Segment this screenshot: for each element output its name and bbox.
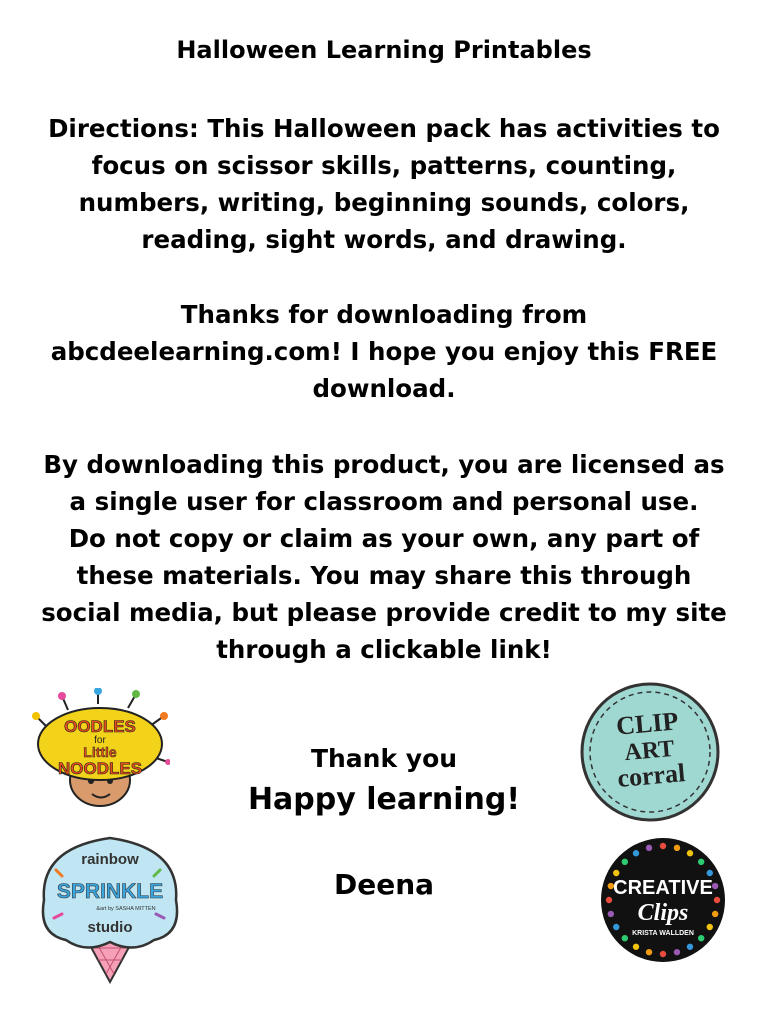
decorative-dot [707, 870, 713, 876]
license-line: these materials. You may share this through [76, 561, 692, 590]
decorative-dot [613, 924, 619, 930]
rainbow-sprinkle-studio-logo [34, 830, 186, 984]
happy-learning-text: Happy learning! [247, 782, 521, 817]
license-line: a single user for classroom and personal use. [69, 487, 699, 516]
decorative-dot [606, 897, 612, 903]
svg-text:&art by SASHA MITTEN: &art by SASHA MITTEN [96, 906, 156, 912]
decorative-dot [622, 859, 628, 865]
directions-line: reading, sight words, and drawing. [141, 225, 627, 254]
svg-text:studio: studio [87, 919, 133, 936]
directions-line: numbers, writing, beginning sounds, colors, [78, 188, 690, 217]
svg-text:SPRINKLE: SPRINKLE [56, 880, 164, 903]
thanks-line: Thanks for downloading from [180, 300, 588, 329]
svg-text:Little: Little [83, 744, 117, 760]
creative-clips-logo [595, 836, 731, 964]
license-line: social media, but please provide credit to my site [41, 598, 727, 627]
thanks-line: download. [312, 374, 456, 403]
license-line: through a clickable link! [216, 635, 552, 664]
decorative-dot [660, 951, 666, 957]
decorative-dot [707, 924, 713, 930]
svg-text:OODLES: OODLES [64, 717, 136, 736]
license-line: Do not copy or claim as your own, any part of [68, 524, 700, 553]
decorative-dot [633, 850, 639, 856]
decorative-dot [660, 843, 666, 849]
svg-text:ART: ART [623, 735, 676, 767]
thank-you-text: Thank you [310, 744, 458, 773]
directions-line: focus on scissor skills, patterns, counting, [91, 151, 677, 180]
decorative-dot [633, 944, 639, 950]
decorative-dot [608, 911, 614, 917]
decorative-dot [646, 949, 652, 955]
decorative-dot [698, 859, 704, 865]
decorative-dot [712, 911, 718, 917]
svg-text:NOODLES: NOODLES [57, 759, 143, 778]
clip-art-corral-logo [578, 682, 722, 822]
decorative-dot [646, 845, 652, 851]
decorative-dot [687, 850, 693, 856]
decorative-dot [674, 845, 680, 851]
directions-paragraph [0, 110, 768, 258]
decorative-dot [687, 944, 693, 950]
license-line: By downloading this product, you are licensed as [43, 450, 725, 479]
svg-text:for: for [94, 735, 106, 746]
decorative-dot [714, 897, 720, 903]
svg-text:CREATIVE: CREATIVE [613, 877, 713, 899]
decorative-dot [674, 949, 680, 955]
license-paragraph [0, 446, 768, 668]
svg-text:Clips: Clips [637, 900, 689, 926]
directions-line: Directions: This Halloween pack has activities to [48, 114, 720, 143]
decorative-dot [622, 935, 628, 941]
svg-text:corral: corral [616, 758, 687, 793]
svg-text:rainbow: rainbow [81, 851, 139, 868]
decorative-dot [698, 935, 704, 941]
decorative-dot [613, 870, 619, 876]
svg-text:KRISTA WALLDEN: KRISTA WALLDEN [632, 930, 694, 937]
svg-text:CLIP: CLIP [615, 706, 680, 741]
thanks-line: abcdeelearning.com! I hope you enjoy this FREE [50, 337, 718, 366]
signature-text: Deena [333, 868, 435, 901]
oodles-logo [28, 688, 170, 812]
thanks-paragraph [0, 296, 768, 407]
document-title: Halloween Learning Printables [176, 36, 592, 64]
decorative-dot [712, 883, 718, 889]
